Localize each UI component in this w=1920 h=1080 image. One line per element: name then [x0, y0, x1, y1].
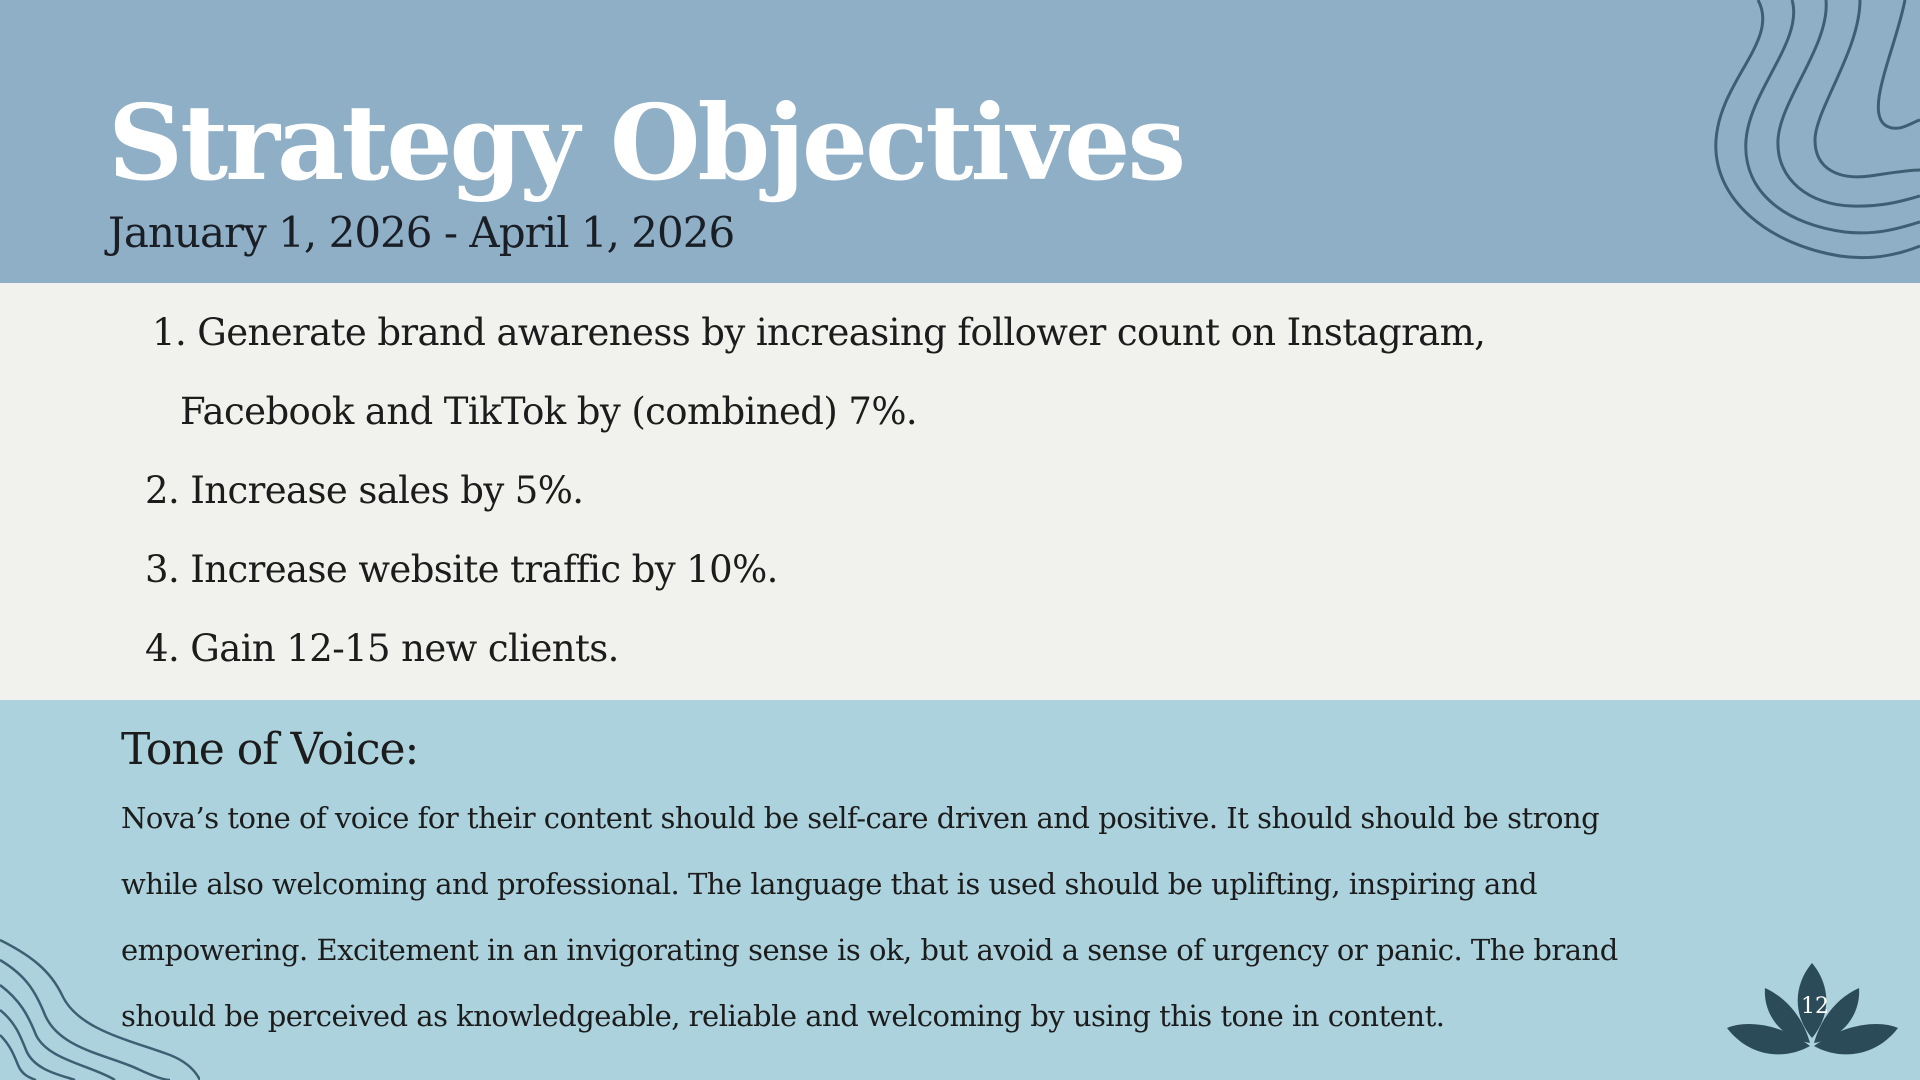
list-number: 2. [145, 469, 180, 512]
list-text: Gain 12-15 new clients. [190, 627, 619, 670]
list-text: Increase website traffic by 10%. [190, 548, 778, 591]
list-number: 1. [152, 311, 187, 354]
tone-body: Nova’s tone of voice for their content should be self-care driven and positive. It should should be strong while also welcoming and professional. The language that is used should be uplifting, inspiring and empowering. Excitement in an invigorating sense is ok, but avoid a sense of urgency or panic. The brand should be perceived as knowledgeable, reliable and welcoming by using this tone in content. [121, 801, 1618, 1033]
list-item [145, 629, 619, 670]
date-range: January 1, 2026 - April 1, 2026 [108, 208, 735, 257]
list-item [145, 471, 583, 512]
list-item-continuation [180, 392, 917, 433]
list-text: Generate brand awareness by increasing follower count on Instagram, [197, 311, 1486, 354]
list-text: Facebook and TikTok by (combined) 7%. [180, 390, 918, 433]
page-number: 12 [1801, 994, 1829, 1019]
list-item [152, 313, 1485, 354]
wave-lines-icon [1680, 0, 1920, 270]
list-text: Increase sales by 5%. [190, 469, 584, 512]
slide-title: Strategy Objectives [108, 81, 1184, 204]
list-item [145, 550, 778, 591]
tone-heading: Tone of Voice: [121, 724, 419, 775]
list-number: 3. [145, 548, 180, 591]
list-number: 4. [145, 627, 180, 670]
